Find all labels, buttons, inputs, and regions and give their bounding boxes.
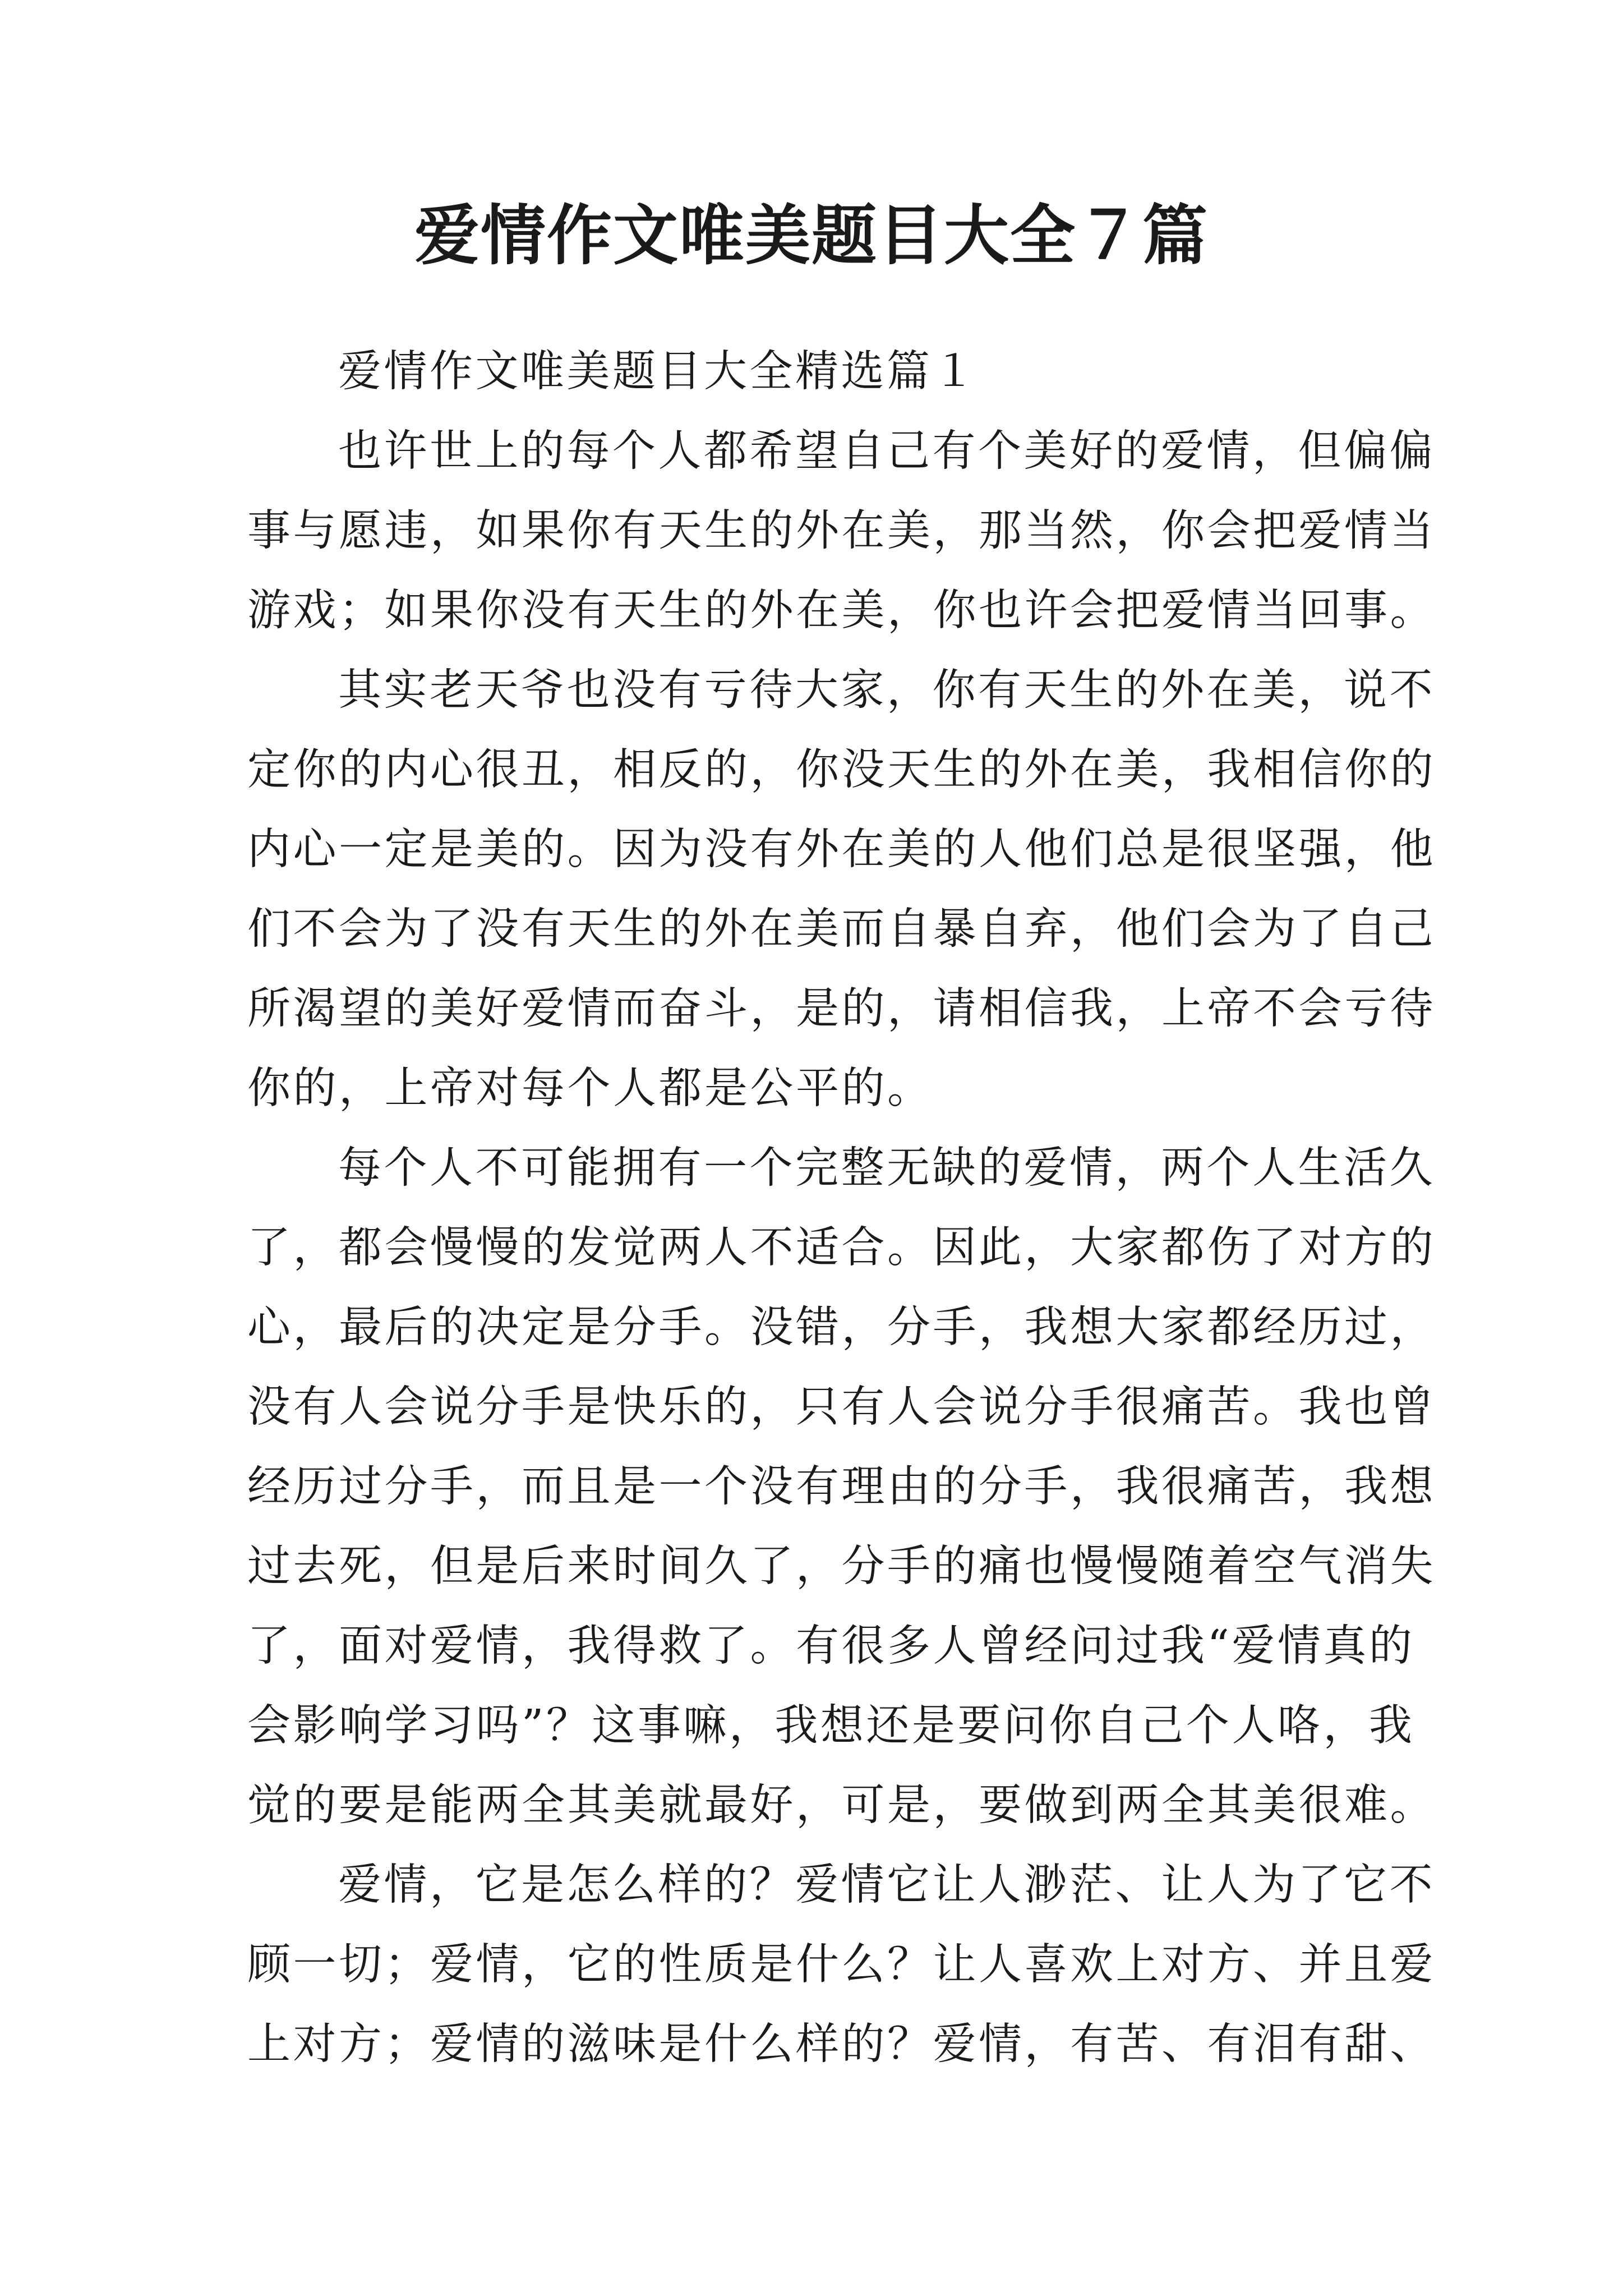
- text-line: 所渴望的美好爱情而奋斗，是的，请相信我，上帝不会亏待: [247, 984, 1436, 1034]
- text-line: 顾一切；爱情，它的性质是什么？让人喜欢上对方、并且爱: [247, 1940, 1436, 1990]
- text-line: 会影响学习吗”？这事嘛，我想还是要问你自己个人咯，我: [247, 1701, 1415, 1751]
- text-line: 事与愿违，如果你有天生的外在美，那当然，你会把爱情当: [247, 506, 1436, 556]
- text-line: 其实老天爷也没有亏待大家，你有天生的外在美，说不: [338, 665, 1435, 715]
- text-line: 也许世上的每个人都希望自己有个美好的爱情，但偏偏: [338, 426, 1435, 476]
- text-line: 觉的要是能两全其美就最好，可是，要做到两全其美很难。: [247, 1780, 1436, 1830]
- text-line: 爱情，它是怎么样的？爱情它让人渺茫、让人为了它不: [338, 1860, 1435, 1910]
- text-line: 游戏；如果你没有天生的外在美，你也许会把爱情当回事。: [247, 586, 1436, 636]
- text-line: 内心一定是美的。因为没有外在美的人他们总是很坚强，他: [247, 825, 1436, 875]
- text-line: 没有人会说分手是快乐的，只有人会说分手很痛苦。我也曾: [247, 1382, 1436, 1432]
- paragraph-2: [247, 651, 1436, 1129]
- text-line: 你的，上帝对每个人都是公平的。: [247, 1064, 933, 1114]
- text-line: 了，都会慢慢的发觉两人不适合。因此，大家都伤了对方的: [247, 1223, 1436, 1273]
- text-line: 定你的内心很丑，相反的，你没天生的外在美，我相信你的: [247, 745, 1436, 795]
- document-title: 爱情作文唯美题目大全７篇: [414, 197, 1209, 274]
- text-line: 过去死，但是后来时间久了，分手的痛也慢慢随着空气消失: [247, 1542, 1436, 1591]
- text-line: 上对方；爱情的滋味是什么样的？爱情，有苦、有泪有甜、: [247, 2019, 1436, 2069]
- section-heading: 爱情作文唯美题目大全精选篇１: [338, 347, 978, 397]
- text-line: 心，最后的决定是分手。没错，分手，我想大家都经历过，: [247, 1303, 1436, 1352]
- paragraph-4: [247, 1846, 1436, 2085]
- text-line: 们不会为了没有天生的外在美而自暴自弃，他们会为了自己: [247, 904, 1436, 954]
- text-line: 每个人不可能拥有一个完整无缺的爱情，两个人生活久: [338, 1143, 1435, 1193]
- document-body: [247, 332, 1436, 2085]
- paragraph-1: [247, 412, 1436, 651]
- paragraph-3: [247, 1129, 1436, 1846]
- text-line: 经历过分手，而且是一个没有理由的分手，我很痛苦，我想: [247, 1462, 1436, 1512]
- text-line: 了，面对爱情，我得救了。有很多人曾经问过我“爱情真的: [247, 1621, 1415, 1671]
